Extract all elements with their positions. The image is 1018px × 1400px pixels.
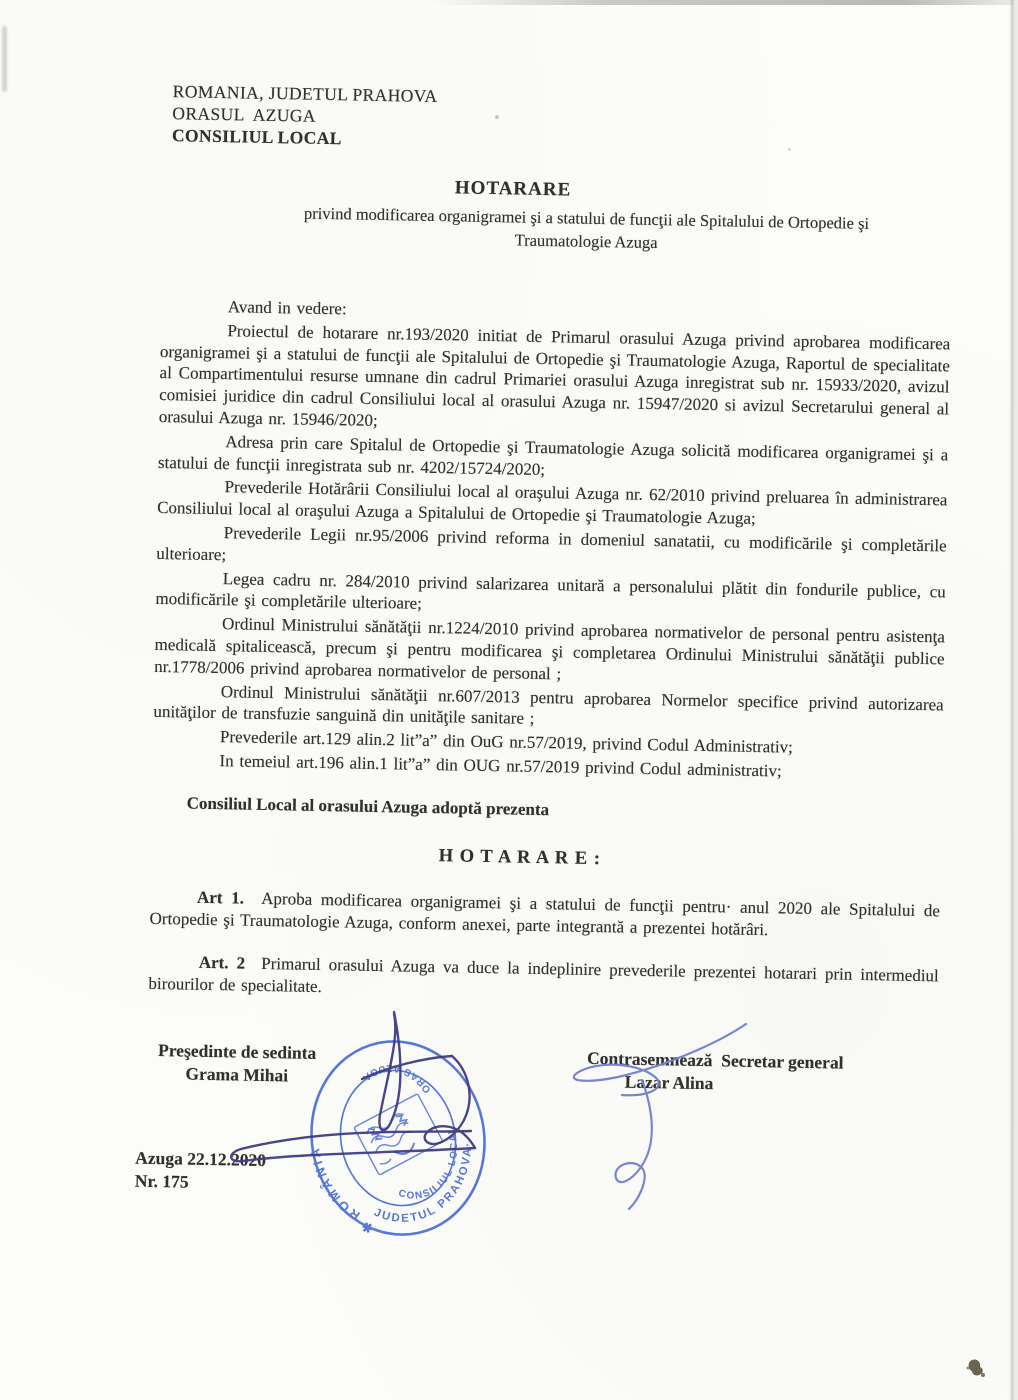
scan-top-edge xyxy=(430,0,1018,5)
preamble-paragraph: Prevederile art.129 alin.2 lit”a” din OuG nr.57/2019, privind Codul Administrativ; xyxy=(219,727,794,757)
document-subtitle xyxy=(220,200,953,259)
preamble-paragraph: Prevederile Legii nr.95/2006 privind reforma in domeniul sanatatii, cu modificările şi completările ulterioare; xyxy=(156,523,947,564)
ink-blot xyxy=(967,1359,985,1377)
letterhead xyxy=(172,80,955,160)
preamble-paragraph: Prevederile Hotărârii Consiliului local al oraşului Azuga nr. 62/2010 privind preluarea în administrarea Consiliului local al oraşului Azuga a Spitalului de Ortopedie şi Traumatologie Azuga; xyxy=(156,477,948,529)
letterhead-council: CONSILIUL LOCAL xyxy=(171,125,343,149)
article-2-text: Primarul orasului Azuga va duce la indeplinire prevederile prezentei hotarari prin intermediul birourilor de specialitate. xyxy=(148,954,939,997)
scan-left-streak xyxy=(2,26,7,92)
preamble-intro: Avand in vedere: xyxy=(227,297,347,319)
article-1-label: Art 1. xyxy=(196,887,245,908)
preamble-paragraph: In temeiul art.196 alin.1 lit”a” din OUG nr.57/2019 privind Codul administrativ; xyxy=(219,751,782,781)
preamble-paragraph: Ordinul Ministrului sănătăţii nr.607/2013 pentru aprobarea Normelor specifice privind autorizarea unităţilor de transfuzie sanguină din unităţile sanitare ; xyxy=(153,681,944,729)
letterhead-city: ORASUL AZUGA xyxy=(172,103,317,126)
president-signature-block xyxy=(137,1039,338,1089)
issue-block xyxy=(135,1147,936,1208)
subtitle-line-2: Traumatologie Azuga xyxy=(514,230,658,253)
secretary-name: Lazar Alina xyxy=(624,1071,714,1094)
scan-right-edge xyxy=(1009,0,1018,1400)
stamp-text-consiliul-local: CONSILIUL LOCAL xyxy=(396,1124,461,1202)
adoption-clause: Consiliul Local al orasului Azuga adoptă prezenta xyxy=(186,793,550,819)
president-role: Preşedinte de sedinta xyxy=(157,1039,317,1063)
stamp-text-oras-azuga: ORAS AZUGA xyxy=(359,1062,434,1095)
article-2 xyxy=(148,951,939,1009)
stamp-star: ✱ xyxy=(360,1219,375,1237)
subtitle-line-1: privind modificarea organigramei şi a statului de funcţii ale Spitalului de Ortopedie şi xyxy=(303,203,870,233)
secretary-signature-block xyxy=(587,1047,888,1098)
signature-row xyxy=(137,1039,938,1100)
stamp-text-romania: ROMÂNIA xyxy=(306,1144,363,1224)
president-name: Grama Mihai xyxy=(185,1063,289,1086)
preamble-paragraph: Legea cadru nr. 284/2010 privind salarizarea unitară a personalului plătit din fondurile publice, cu modificările şi completările ulterioare; xyxy=(155,568,946,614)
preamble xyxy=(152,295,951,785)
preamble-paragraph: Proiectul de hotarare nr.193/2020 initiat de Primarul orasului Azuga privind aprobarea modificarea organigramei şi a statului de funcţii ale Spitalului de Ortopedie şi Traumatologie Azuga, Raportul de specialitate al Compartimentului resurse umnane din cadrul Primariei orasului Azuga inregistrat sub nr. 15933/2020, avizul comisiei juridice din cadrul Consiliului local al orasului Azuga nr. 15947/2020 si avizul Secretarului general al orasului Azuga nr. 15946/2020; xyxy=(158,320,951,430)
document-title: HOTARARE xyxy=(454,177,572,201)
secretary-role: Contrasemnează Secretar general xyxy=(586,1047,844,1073)
article-1-text: Aproba modificarea organigramei şi a statului de funcţii pentru· anul 2020 ale Spitalului de Ortopedie şi Traumatologie Azuga, conform anexei, parte integrantă a prezentei hotărâri. xyxy=(149,888,941,939)
stamp-text-judetul-prahova: JUDETUL PRAHOVA· xyxy=(372,1140,475,1225)
preamble-paragraph: Ordinul Ministrului sănătăţii nr.1224/2010 privind aprobarea normativelor de personal pentru asistenţa medicală spitalicească, precum şi pentru modificarea şi completarea Ordinului Ministrului sănătăţii publice nr.1778/2006 privind aprobarea normativelor de personal ; xyxy=(154,614,946,684)
document-content xyxy=(134,80,955,1207)
preamble-paragraph: Adresa prin care Spitalul de Ortopedie şi Traumatologie Azuga solicită modificarea organigramei şi a statului de funcţii inregistrata sub nr. 4202/15724/2020; xyxy=(157,431,949,479)
title-block xyxy=(162,172,953,259)
letterhead-country: ROMANIA, JUDETUL PRAHOVA xyxy=(172,81,438,106)
article-1 xyxy=(149,886,940,944)
issue-number: Nr. 175 xyxy=(134,1170,189,1192)
decision-heading: H O T A R A R E : xyxy=(438,845,602,869)
issue-place-date: Azuga 22.12.2020 xyxy=(135,1147,267,1170)
article-2-label: Art. 2 xyxy=(198,953,246,973)
